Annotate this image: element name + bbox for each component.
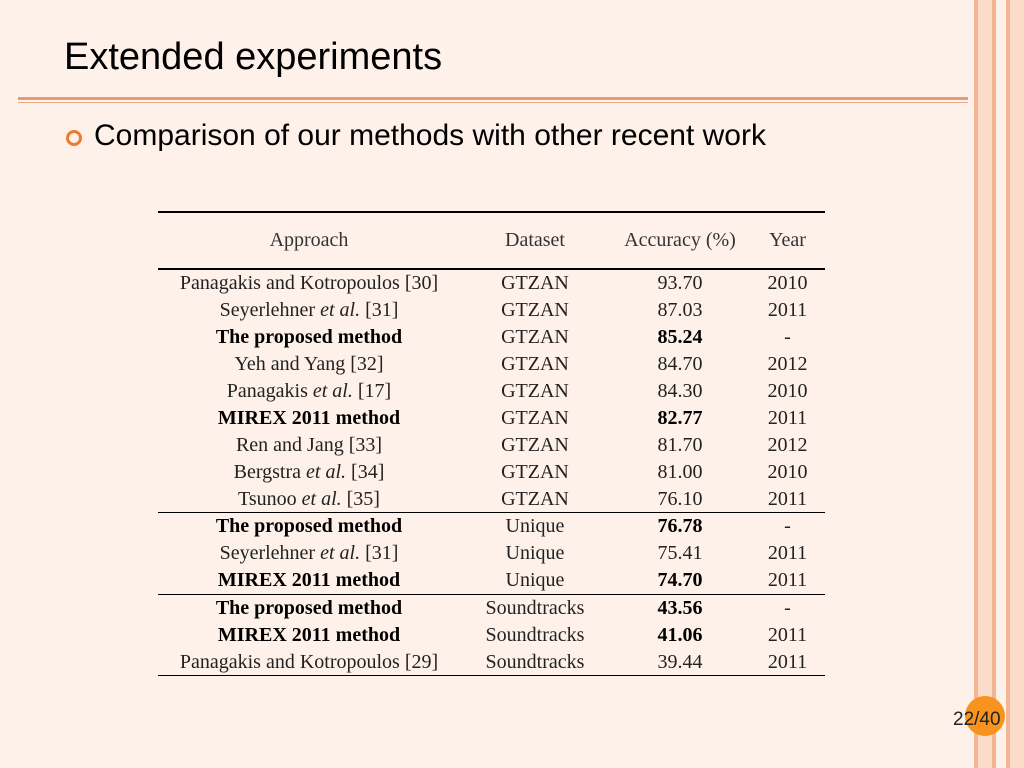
cell-accuracy: 84.70 bbox=[657, 353, 703, 376]
table-row bbox=[158, 648, 825, 675]
table-row bbox=[158, 351, 825, 378]
title-divider-thin bbox=[18, 102, 968, 103]
table-row bbox=[158, 297, 825, 324]
cell-year: 2010 bbox=[767, 272, 808, 295]
cell-accuracy: 82.77 bbox=[657, 406, 703, 429]
table-header-row bbox=[158, 212, 825, 269]
cell-approach: Panagakis and Kotropoulos [29] bbox=[158, 648, 460, 675]
table-row bbox=[158, 324, 825, 351]
cell-accuracy: 74.70 bbox=[657, 569, 703, 592]
bullet-text: Comparison of our methods with other recent work bbox=[94, 119, 766, 152]
cell-year: 2010 bbox=[767, 460, 808, 483]
cell-approach: MIREX 2011 method bbox=[217, 569, 401, 592]
title-divider bbox=[18, 97, 968, 100]
page-number: 22/40 bbox=[953, 709, 1001, 730]
cell-year: 2011 bbox=[767, 624, 808, 647]
cell-dataset: GTZAN bbox=[501, 433, 569, 456]
column-header-accuracy: Accuracy (%) bbox=[610, 212, 750, 269]
column-header-dataset: Dataset bbox=[460, 212, 610, 269]
column-header-year: Year bbox=[750, 212, 825, 269]
cell-accuracy: 76.78 bbox=[610, 513, 750, 540]
table-row bbox=[158, 378, 825, 405]
table-row bbox=[158, 485, 825, 512]
cell-approach: Bergstra et al. [34] bbox=[233, 460, 385, 483]
cell-dataset: GTZAN bbox=[501, 353, 569, 376]
cell-approach: Tsunoo et al. [35] bbox=[238, 487, 380, 510]
cell-dataset: Soundtracks bbox=[485, 624, 585, 647]
cell-dataset: Unique bbox=[505, 542, 565, 565]
table-row bbox=[158, 404, 825, 431]
cell-year: 2011 bbox=[767, 406, 808, 429]
cell-dataset: Unique bbox=[460, 513, 610, 540]
cell-accuracy: 87.03 bbox=[657, 299, 703, 322]
table-row bbox=[158, 269, 825, 297]
cell-dataset: GTZAN bbox=[501, 326, 569, 349]
cell-approach: MIREX 2011 method bbox=[217, 624, 401, 647]
cell-accuracy: 43.56 bbox=[610, 594, 750, 621]
cell-approach: Ren and Jang [33] bbox=[235, 433, 383, 456]
cell-accuracy: 93.70 bbox=[657, 272, 703, 295]
cell-dataset: Soundtracks bbox=[460, 648, 610, 675]
slide-title: Extended experiments bbox=[64, 36, 443, 78]
cell-year: - bbox=[750, 513, 825, 540]
cell-accuracy: 85.24 bbox=[657, 326, 703, 349]
right-border-decoration bbox=[974, 0, 1024, 768]
cell-approach: The proposed method bbox=[215, 326, 403, 349]
cell-accuracy: 81.00 bbox=[657, 460, 703, 483]
cell-accuracy: 39.44 bbox=[610, 648, 750, 675]
cell-approach: The proposed method bbox=[158, 513, 460, 540]
cell-year: 2011 bbox=[767, 542, 808, 565]
cell-dataset: Unique bbox=[505, 569, 565, 592]
table-row bbox=[158, 431, 825, 458]
cell-dataset: GTZAN bbox=[501, 380, 569, 402]
cell-year: 2012 bbox=[767, 353, 808, 376]
table-row bbox=[158, 458, 825, 485]
cell-year: 2011 bbox=[767, 569, 808, 592]
cell-year: 2011 bbox=[750, 648, 825, 675]
cell-year: 2011 bbox=[767, 487, 808, 510]
table-row bbox=[158, 513, 825, 540]
comparison-table bbox=[158, 211, 825, 676]
cell-approach: Seyerlehner et al. [31] bbox=[219, 299, 399, 322]
cell-year: 2010 bbox=[767, 380, 808, 402]
cell-approach: Yeh and Yang [32] bbox=[234, 353, 384, 376]
cell-dataset: GTZAN bbox=[501, 460, 569, 483]
cell-accuracy: 81.70 bbox=[657, 433, 703, 456]
cell-year: - bbox=[750, 594, 825, 621]
column-header-approach: Approach bbox=[158, 212, 460, 269]
cell-accuracy: 41.06 bbox=[657, 624, 703, 647]
cell-approach: Panagakis et al. [17] bbox=[226, 380, 392, 402]
table-row bbox=[158, 540, 825, 567]
cell-accuracy: 76.10 bbox=[657, 487, 703, 510]
table-row bbox=[158, 567, 825, 594]
cell-year: - bbox=[784, 326, 791, 349]
cell-dataset: Soundtracks bbox=[460, 594, 610, 621]
table-row bbox=[158, 594, 825, 621]
cell-year: 2012 bbox=[767, 433, 808, 456]
cell-approach: Panagakis and Kotropoulos [30] bbox=[179, 272, 439, 295]
cell-approach: MIREX 2011 method bbox=[217, 406, 401, 429]
cell-dataset: GTZAN bbox=[501, 406, 569, 429]
cell-accuracy: 75.41 bbox=[657, 542, 703, 565]
cell-accuracy: 84.30 bbox=[657, 380, 703, 402]
cell-dataset: GTZAN bbox=[501, 272, 569, 295]
cell-approach: The proposed method bbox=[158, 594, 460, 621]
bullet-ring-icon bbox=[66, 130, 82, 146]
cell-year: 2011 bbox=[767, 299, 808, 322]
table-row bbox=[158, 622, 825, 649]
cell-dataset: GTZAN bbox=[501, 299, 569, 322]
cell-approach: Seyerlehner et al. [31] bbox=[219, 542, 399, 565]
cell-dataset: GTZAN bbox=[501, 487, 569, 510]
